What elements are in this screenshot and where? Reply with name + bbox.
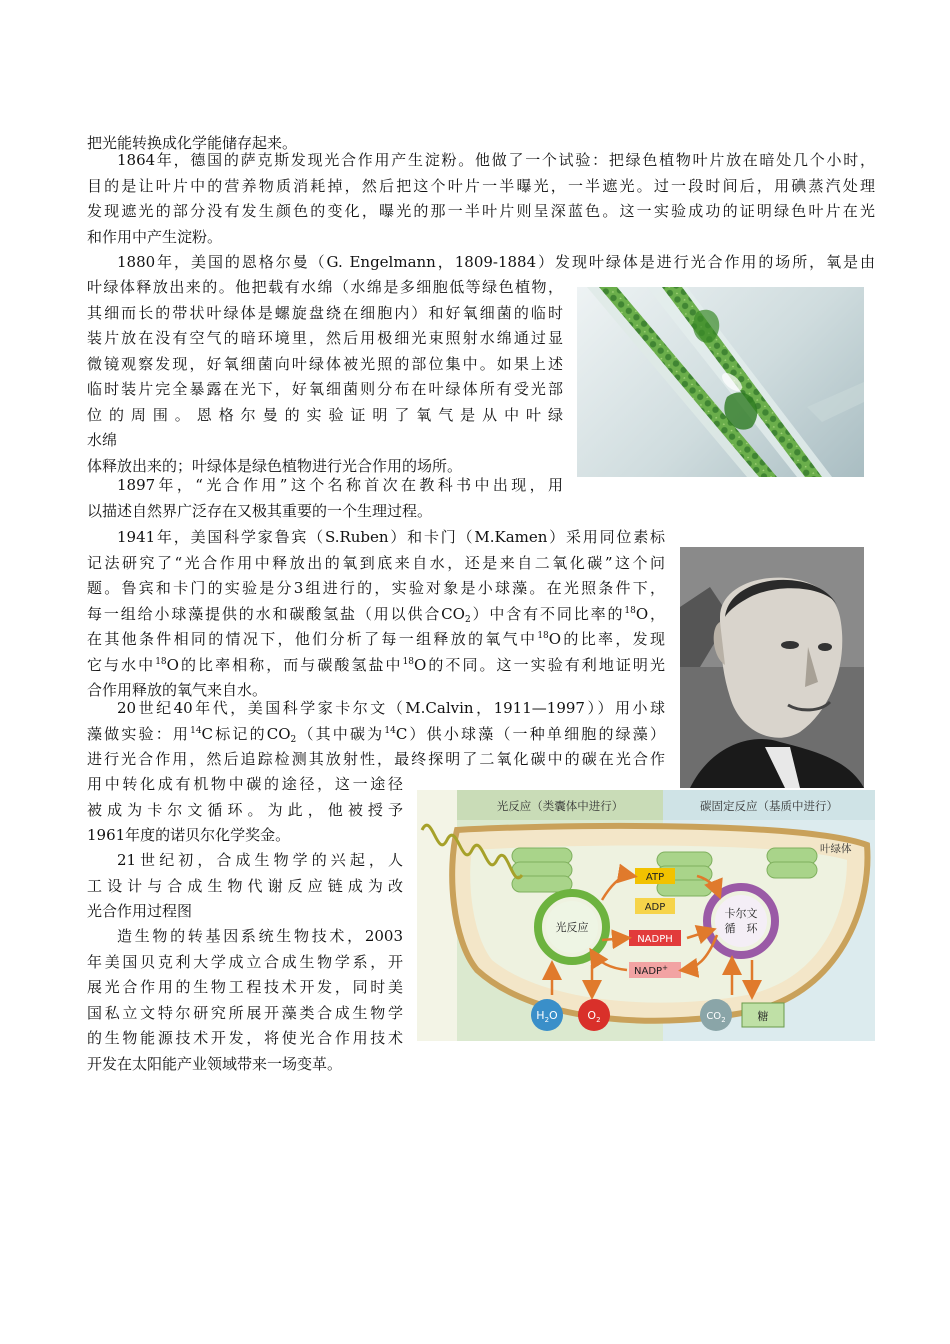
text-line: 藻做实验：用$^{14}$C标记的$CO_2$（其中碳为$^{14}$C）供小球藻（一种单细胞的绿藻）	[87, 724, 665, 745]
o2-circle	[578, 999, 610, 1031]
text-line: 装片放在没有空气的暗环境里，然后用极细光束照射水绵通过显	[87, 329, 563, 347]
paragraph-sachs	[87, 148, 875, 250]
svg-text:NADPH: NADPH	[637, 934, 673, 945]
text-line: 题。鲁宾和卡门的实验是分3组进行的，实验对象是小球藻。在光照条件下，	[87, 579, 665, 597]
text-line: 展光合作用的生物工程技术开发，同时美	[87, 978, 403, 996]
text-line: 合作用释放的氧气来自水。	[87, 681, 268, 699]
spirogyra-image	[577, 287, 864, 477]
text-line: 发现遮光的部分没有发生颜色的变化，曝光的那一半叶片则呈深蓝色。这一实验成功的证明绿色叶片在光	[87, 202, 875, 220]
atp-box	[635, 868, 675, 884]
svg-text:CO2: $CO_2$	[706, 1011, 726, 1024]
paragraph-synthetic-biology	[87, 848, 403, 925]
svg-text:ATP: ATP	[645, 872, 665, 883]
paragraph-calvin-wrap	[87, 772, 403, 849]
svg-text:糖: 糖	[757, 1010, 769, 1023]
text-line: 体释放出来的；叶绿体是绿色植物进行光合作用的场所。	[87, 456, 463, 475]
text-line: 它与水中$^{18}$O的比率相称，而与碳酸氢盐中$^{18}$O的不同。这一实验有利地证明光	[87, 655, 665, 674]
text-line: 以描述自然界广泛存在又极其重要的一个生理过程。	[87, 501, 433, 520]
text-line: 进行光合作用，然后追踪检测其放射性，最终探明了二氧化碳中的碳在光合作	[87, 750, 665, 768]
text-line: 1941年，美国科学家鲁宾（S.Ruben）和卡门（M.Kamen）采用同位素标	[117, 528, 665, 546]
paragraph-ruben-kamen	[87, 525, 665, 704]
svg-text:H2O: $H_2O$	[536, 1009, 558, 1024]
text-line: 在其他条件相同的情况下，他们分析了每一组释放的氧气中$^{18}$O的比率，发现	[87, 630, 665, 648]
text-line: 21世纪初，合成生物学的兴起，人	[117, 851, 403, 869]
text-line: 1880年，美国的恩格尔曼（G. Engelmann，1809-1884）发现叶绿体是进行光合作用的场所，氧是由	[117, 253, 875, 271]
svg-text:O2: $O_2$	[587, 1009, 601, 1024]
svg-text:NADP+: NADP+	[634, 964, 668, 977]
text-line: 和作用中产生淀粉。	[87, 227, 223, 246]
text-line: 1864年，德国的萨克斯发现光合作用产生淀粉。他做了一个试验：把绿色植物叶片放在暗处几个小时，	[117, 151, 875, 169]
text-line: 水绵	[87, 431, 118, 449]
text-line: 目的是让叶片中的营养物质消耗掉，然后把这个叶片一半曝光，一半遮光。过一段时间后，用碘蒸汽处理	[87, 176, 875, 195]
text-line: 的生物能源技术开发，将使光合作用技术	[87, 1029, 403, 1047]
text-line: 20世纪40年代，美国科学家卡尔文（M.Calvin，1911—1997））用小球	[117, 699, 665, 717]
text-line: 用中转化成有机物中碳的途径，这一途径	[87, 775, 403, 793]
sugar-box	[742, 1003, 784, 1027]
paragraph-engelmann	[87, 250, 875, 276]
text-line: 国私立文特尔研究所展开藻类合成生物学	[87, 1003, 403, 1022]
text-line: 记法研究了“光合作用中释放出的氧到底来自水，还是来自二氧化碳”这个问	[87, 553, 665, 572]
text-line: 造生物的转基因系统生物技术，2003	[117, 927, 403, 945]
scientist-portrait-photo	[680, 547, 864, 788]
adp-box	[635, 898, 675, 914]
text-line: 把光能转换成化学能储存起来。	[87, 134, 298, 152]
svg-text:ADP: ADP	[644, 902, 666, 913]
text-line: 年美国贝克利大学成立合成生物学系，开	[87, 952, 403, 971]
text-line: 位的周围。恩格尔曼的实验证明了氧气是从中叶绿	[87, 405, 563, 424]
text-line: 微镜观察发现，好氧细菌向叶绿体被光照的部位集中。如果上述	[87, 354, 563, 373]
nadp-box	[629, 962, 681, 978]
figure-caption: 光合作用过程图	[87, 902, 193, 920]
paragraph-calvin	[87, 696, 665, 773]
calvin-cycle-label: 卡尔文	[724, 907, 758, 920]
co2-circle	[700, 999, 732, 1031]
nadph-box	[629, 930, 681, 946]
text-line: 1961年度的诺贝尔化学奖金。	[87, 826, 291, 844]
text-line: 叶绿体释放出来的。他把载有水绵（水绵是多细胞低等绿色植物，	[87, 278, 563, 296]
paragraph-engelmann-wrap	[87, 275, 563, 479]
light-reaction-label: 光反应	[555, 921, 589, 934]
text-line: 临时装片完全暴露在光下，好氧细菌则分布在叶绿体所有受光部	[87, 380, 563, 398]
text-line: 开发在太阳能产业领域带来一场变革。	[87, 1054, 343, 1073]
text-line: 其细而长的带状叶绿体是螺旋盘绕在细胞内）和好氧细菌的临时	[87, 303, 563, 322]
text-line: 被成为卡尔文循环。为此，他被授予	[87, 800, 403, 819]
text-line: 1897年，“光合作用”这个名称首次在教科书中出现，用	[117, 476, 563, 494]
chloroplast-label: 叶绿体	[820, 843, 852, 855]
text-line: 每一组给小球藻提供的水和碳酸氢盐（用以供合$CO_2$）中含有不同比率的$^{18}$O，	[87, 604, 665, 625]
paragraph-transgenic	[87, 924, 403, 1077]
carbon-fixation-header: 碳固定反应（基质中进行）	[700, 799, 838, 813]
photosynthesis-diagram	[417, 790, 875, 1041]
h2o-circle	[531, 999, 563, 1031]
text-line: 工设计与合成生物代谢反应链成为改	[87, 876, 403, 895]
calvin-cycle-label-2: 循 环	[724, 922, 758, 935]
light-reaction-header: 光反应（类囊体中进行）	[496, 799, 624, 813]
paragraph-1897	[87, 473, 563, 524]
